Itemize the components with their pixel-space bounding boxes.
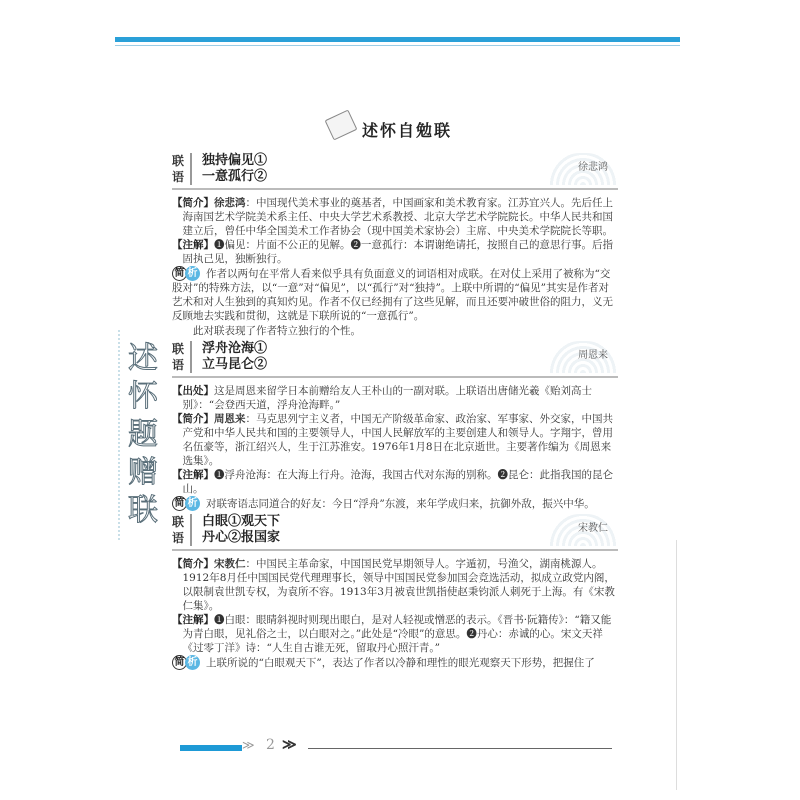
couplet-line-2: 立马昆仑②	[202, 357, 268, 372]
intro-paragraph	[172, 557, 618, 613]
source-text: 这是周恩来留学日本前赠给友人王朴山的一副对联。上联语出唐储光羲《贻刘高士别》：“会登西天道，浮舟沧海畔。”	[182, 385, 592, 411]
couplet-line-2: 一意孤行②	[202, 169, 268, 184]
source-paragraph	[172, 384, 618, 412]
notes-text: ❶偏见：片面不公正的见解。❷一意孤行：本谓谢绝请托，按照自己的意思行事。后指固执己见，独断独行。	[182, 239, 613, 265]
analysis-extra: 此对联表现了作者特立独行的个性。	[193, 325, 361, 337]
section-title: 述怀自勉联	[362, 121, 453, 140]
intro-text: ：马克思列宁主义者，中国无产阶级革命家、政治家、军事家、外交家，中国共产党和中华人民共和国的主要领导人，中国人民解放军的主要创建人和领导人。字翔宇，曾用名伍豪等，浙江绍兴人，生于江苏淮安。1976年1月8日在北京逝世。主要著作编为《周恩来选集》。	[182, 413, 613, 467]
intro-paragraph	[172, 412, 618, 468]
analysis-text: 对联寄语志同道合的好友：今日“浮舟”东渡，来年学成归来，抗御外敌，振兴中华。	[206, 498, 595, 510]
notes-paragraph	[172, 468, 618, 496]
couplet-label: 联语	[172, 153, 192, 185]
chevron-right-icon: ≫	[242, 738, 255, 752]
analysis-paragraph	[172, 267, 618, 323]
analysis-text: 上联所说的“白眼观天下”，表达了作者以冷静和理性的眼光观察天下形势，把握住了	[206, 657, 595, 669]
intro-paragraph	[172, 196, 618, 238]
header-bar	[115, 37, 680, 42]
analysis-badge-icon: 简 析	[172, 267, 200, 281]
page-edge	[676, 540, 677, 790]
page-footer	[180, 737, 612, 754]
intro-text: ：中国民主革命家，中国国民党早期领导人。字遁初，号渔父，湖南桃源人。1912年8月任中国国民党代理理事长，领导中国国民党参加国会竞选活动，拟成立政党内阁，以限制袁世凯专权，为袁所不容。1913年3月被袁世凯指使赵秉钧派人刺死于上海。有《宋教仁集》。	[182, 558, 615, 612]
intro-name: 徐悲鸿	[214, 197, 246, 209]
header-rule	[115, 45, 680, 46]
notes-paragraph	[172, 238, 618, 266]
couplet-author: 宋教仁	[578, 523, 608, 534]
source-tag: 【出处】	[172, 385, 214, 397]
footer-bar	[180, 745, 242, 751]
couplet-line-1: 白眼①观天下	[202, 514, 281, 529]
book-icon	[325, 110, 358, 141]
intro-name: 周恩来	[214, 413, 246, 425]
couplet-block	[172, 153, 618, 190]
analysis-paragraph	[172, 497, 618, 511]
notes-text: ❶白眼：眼睛斜视时则现出眼白，是对人轻视或憎恶的表示。《晋书·阮籍传》：“籍又能为青白眼，见礼俗之士，以白眼对之。”此处是“冷眼”的意思。❷丹心：赤诚的心。宋文天祥《过零丁洋》诗：“人生自古谁无死，留取丹心照汗青。”	[182, 614, 612, 654]
couplet-line-1: 浮舟沧海①	[202, 341, 268, 356]
notes-tag: 【注解】	[172, 469, 214, 481]
couplet-label: 联语	[172, 514, 192, 546]
couplet-author: 周恩来	[578, 350, 608, 361]
page-number: 2	[266, 737, 275, 753]
intro-text: ：中国现代美术事业的奠基者，中国画家和美术教育家。江苏宜兴人。先后任上海南国艺术学院美术系主任、中央大学艺术系教授、北京大学艺术学院院长。中华人民共和国建立后，曾任中华全国美术工作者协会（现中国美术家协会）主席、中央美术学院院长等职。	[182, 197, 613, 237]
intro-tag: 【简介】	[172, 413, 214, 425]
couplet-line-2: 丹心②报国家	[202, 530, 281, 545]
couplet-author: 徐悲鸿	[578, 162, 608, 173]
footer-rule	[308, 748, 612, 749]
notes-text: ❶浮舟沧海：在大海上行舟。沧海，我国古代对东海的别称。❷昆仑：此指我国的昆仑山。	[182, 469, 613, 495]
chapter-side-title: 述怀题赠联	[128, 341, 158, 528]
intro-name: 宋教仁	[214, 558, 246, 570]
couplet-label: 联语	[172, 341, 192, 373]
analysis-paragraph	[172, 656, 618, 670]
couplet-line-1: 独持偏见①	[202, 153, 268, 168]
intro-tag: 【简介】	[172, 558, 214, 570]
notes-tag: 【注解】	[172, 239, 214, 251]
analysis-text: 作者以两句在平常人看来似乎具有负面意义的词语相对成联。在对仗上采用了被称为“交股对”的特殊方法，以“一意”对“偏见”，以“孤行”对“独持”。上联中所谓的“偏见”其实是作者对艺术和对人生独到的真知灼见。作者不仅已经拥有了这些见解，而且还要冲破世俗的阻力，义无反顾地去实践和贯彻，这就是下联所说的“一意孤行”。	[172, 268, 613, 322]
intro-tag: 【简介】	[172, 197, 214, 209]
content	[172, 150, 618, 671]
notes-tag: 【注解】	[172, 614, 214, 626]
notes-paragraph	[172, 613, 618, 655]
chevron-right-icon: ≫	[282, 737, 297, 753]
couplet-block	[172, 341, 618, 378]
couplet-block	[172, 514, 618, 551]
analysis-badge-icon: 简 析	[172, 656, 200, 670]
analysis-badge-icon: 简 析	[172, 497, 200, 511]
